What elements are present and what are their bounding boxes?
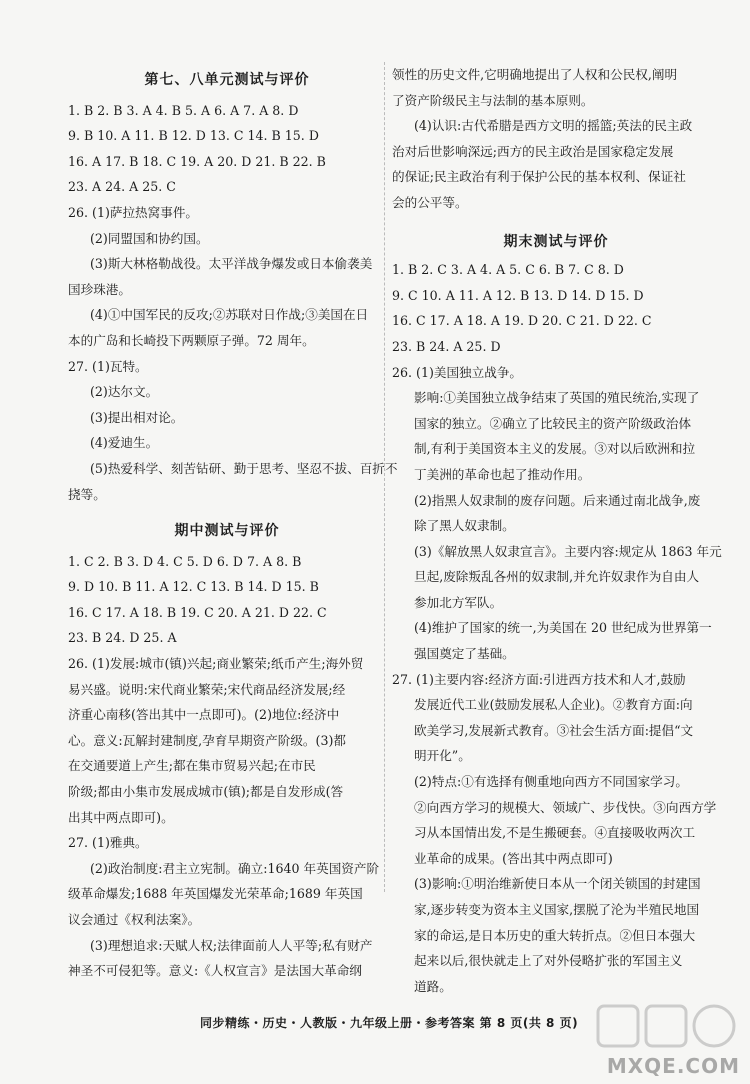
- answer-line: 心。意义:瓦解封建制度,孕育早期资产阶级。(3)都: [68, 732, 346, 748]
- answer-line: 16. C 17. A 18. B 19. C 20. A 21. D 22. C: [68, 604, 327, 620]
- answer-line: 治对后世影响深远;西方的民主政治是国家稳定发展: [392, 143, 674, 159]
- section-title-final: 期末测试与评价: [503, 233, 609, 250]
- answer-line: 26. (1)发展:城市(镇)兴起;商业繁荣;纸币产生;海外贸: [68, 656, 364, 672]
- answer-line: (3)理想追求:天赋人权;法律面前人人平等;私有财产: [90, 937, 373, 953]
- answer-line: 26. (1)萨拉热窝事件。: [68, 204, 199, 220]
- answer-line: 影响:①美国独立战争结束了英国的殖民统治,实现了: [414, 390, 700, 406]
- answer-line: 会的公平等。: [392, 194, 468, 210]
- section-title-midterm: 期中测试与评价: [174, 523, 280, 540]
- answer-line: 9. C 10. A 11. A 12. B 13. D 14. D 15. D: [392, 287, 644, 303]
- answer-line: 习从本国情出发,不是生搬硬套。④直接吸收两次工: [414, 825, 696, 841]
- answer-line: (5)热爱科学、刻苦钻研、勤于思考、坚忍不拔、百折不: [90, 460, 398, 476]
- answer-line: (3)提出相对论。: [90, 409, 184, 425]
- answer-line: 强国奠定了基础。: [414, 646, 515, 662]
- answer-line: (2)政治制度:君主立宪制。确立:1640 年英国资产阶: [90, 860, 380, 876]
- answer-line: 参加北方军队。: [414, 594, 503, 610]
- answer-line: (3)影响:①明治维新使日本从一个闭关锁国的封建国: [414, 876, 701, 892]
- answer-line: 了资产阶级民主与法制的基本原则。: [392, 92, 594, 108]
- answer-line: 丁美洲的革命也起了推动作用。: [414, 466, 591, 482]
- answer-line: (2)达尔文。: [90, 384, 159, 400]
- answer-line: ②向西方学习的规模大、领域广、步伐快。③向西方学: [414, 799, 717, 815]
- answer-line: 起来以后,很快就走上了对外侵略扩张的军国主义: [414, 953, 683, 969]
- answer-line: 1. B 2. B 3. A 4. B 5. A 6. A 7. A 8. D: [68, 102, 299, 118]
- answer-line: 级革命爆发;1688 年英国爆发光荣革命;1689 年英国: [68, 886, 363, 902]
- answer-line: (4)认识:古代希腊是西方文明的摇篮;英法的民主政: [414, 118, 693, 134]
- answer-line: 国珍珠港。: [68, 281, 131, 297]
- answer-line: 27. (1)主要内容:经济方面:引进西方技术和人才,鼓励: [392, 671, 686, 687]
- answer-line: 制,有利于美国资本主义的发展。③对以后欧洲和拉: [414, 441, 696, 457]
- answer-line: 国家的独立。②确立了比较民主的资产阶级政治体: [414, 415, 692, 431]
- answer-line: (4)爱迪生。: [90, 435, 159, 451]
- right-column: [392, 62, 720, 999]
- left-column: [68, 62, 398, 984]
- answer-line: 1. B 2. C 3. A 4. A 5. C 6. B 7. C 8. D: [392, 262, 624, 278]
- answer-line: 9. D 10. B 11. A 12. C 13. B 14. D 15. B: [68, 579, 319, 595]
- answer-line: (2)特点:①有选择有侧重地向西方不同国家学习。: [414, 774, 688, 790]
- answer-line: 23. B 24. D 25. A: [68, 630, 177, 646]
- answer-line: 欧美学习,发展新式教育。③社会生活方面:提倡“文: [414, 722, 694, 738]
- answer-line: 业革命的成果。(答出其中两点即可): [414, 850, 613, 866]
- answer-line: 在交通要道上产生;都在集市贸易兴起;在市民: [68, 758, 316, 774]
- answer-line: 27. (1)瓦特。: [68, 358, 148, 374]
- answer-line: 1. C 2. B 3. D 4. C 5. D 6. D 7. A 8. B: [68, 553, 302, 569]
- answer-line: 23. B 24. A 25. D: [392, 338, 501, 354]
- answer-line: 本的广岛和长崎投下两颗原子弹。72 周年。: [68, 332, 315, 348]
- watermark-text: MXQE.COM: [606, 1054, 740, 1078]
- answer-line: 23. A 24. A 25. C: [68, 179, 176, 195]
- answer-line: 道路。: [414, 978, 452, 994]
- answer-line: 挠等。: [68, 486, 106, 502]
- answer-line: (4)①中国军民的反攻;②苏联对日作战;③美国在日: [90, 307, 369, 323]
- answer-line: 16. C 17. A 18. A 19. D 20. C 21. D 22. C: [392, 313, 652, 329]
- answer-line: 发展近代工业(鼓励发展私人企业)。②教育方面:向: [414, 697, 693, 713]
- answer-line: (3)《解放黑人奴隶宣言》。主要内容:规定从 1863 年元: [414, 543, 722, 559]
- answer-line: (2)指黑人奴隶制的废存问题。后来通过南北战争,废: [414, 492, 701, 508]
- answer-line: (3)斯大林格勒战役。太平洋战争爆发或日本偷袭美: [90, 256, 373, 272]
- answer-line: 除了黑人奴隶制。: [414, 518, 515, 534]
- answer-line: 旦起,废除叛乱各州的奴隶制,并允许奴隶作为自由人: [414, 569, 700, 585]
- answer-line: 出其中两点即可)。: [68, 809, 174, 825]
- page-footer: 同步精练・历史・人教版・九年级上册・参考答案 第 8 页(共 8 页): [200, 1016, 579, 1030]
- answer-line: 27. (1)雅典。: [68, 835, 148, 851]
- answer-line: (4)维护了国家的统一,为美国在 20 世纪成为世界第一: [414, 620, 712, 636]
- answer-line: 9. B 10. A 11. B 12. D 13. C 14. B 15. D: [68, 128, 319, 144]
- answer-line: 家的命运,是日本历史的重大转折点。②但日本强大: [414, 927, 696, 943]
- answer-line: 的保证;民主政治有利于保护公民的基本权利、保证社: [392, 169, 686, 185]
- answer-line: 16. A 17. B 18. C 19. A 20. D 21. B 22. B: [68, 153, 326, 169]
- answer-line: (2)同盟国和协约国。: [90, 230, 209, 246]
- answer-line: 议会通过《权利法案》。: [68, 912, 201, 927]
- answer-line: 26. (1)美国独立战争。: [392, 364, 523, 380]
- answer-line: 领性的历史文件,它明确地提出了人权和公民权,阐明: [392, 67, 678, 82]
- answer-line: 易兴盛。说明:宋代商业繁荣;宋代商品经济发展;经: [68, 681, 346, 697]
- answer-line: 神圣不可侵犯等。意义:《人权宣言》是法国大革命纲: [68, 963, 362, 979]
- answer-line: 家,逐步转变为资本主义国家,摆脱了沦为半殖民地国: [414, 902, 700, 917]
- section-title-unit-7-8: 第七、八单元测试与评价: [144, 72, 310, 88]
- answer-line: 明开化”。: [414, 748, 471, 764]
- answer-line: 济重心南移(答出其中一点即可)。(2)地位:经济中: [68, 707, 340, 723]
- answer-line: 阶级;都由小集市发展成城市(镇);都是自发形成(答: [68, 784, 344, 800]
